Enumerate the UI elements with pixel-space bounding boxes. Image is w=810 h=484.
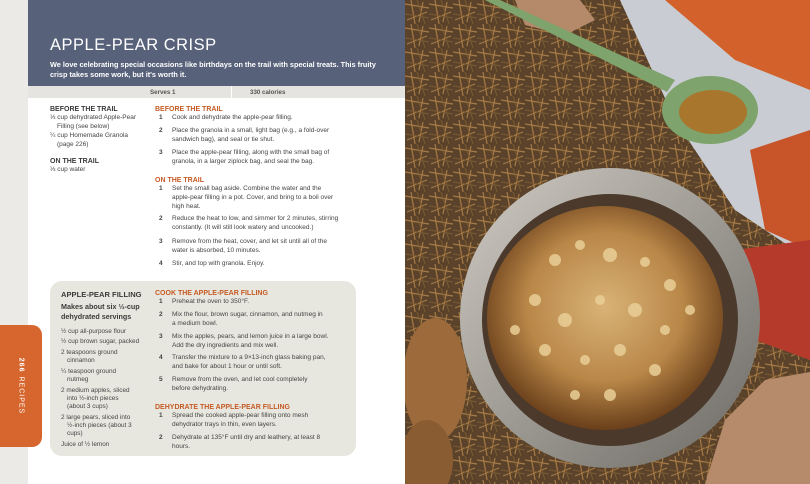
calories-label: 330 calories bbox=[250, 89, 286, 96]
step-text: Remove from the oven, and let cool completely bbox=[172, 376, 308, 383]
photo-illustration bbox=[405, 0, 810, 484]
step-number: 1 bbox=[159, 185, 163, 192]
ingredient-line: into ½-inch pieces bbox=[67, 395, 119, 402]
step-item bbox=[159, 434, 349, 452]
step-text: high heat. bbox=[172, 203, 201, 210]
steps-before-heading: BEFORE THE TRAIL bbox=[155, 106, 223, 113]
step-text: Place the granola in a small, light bag (e.g., a fold-over bbox=[172, 127, 330, 134]
step-number: 2 bbox=[159, 311, 163, 318]
recipe-info-bar bbox=[28, 86, 405, 98]
recipe-header bbox=[28, 0, 405, 86]
step-number: 3 bbox=[159, 149, 163, 156]
step-item bbox=[159, 149, 359, 167]
cook-filling-heading: COOK THE APPLE-PEAR FILLING bbox=[155, 290, 268, 297]
step-text: Place the apple-pear filling, along with the small bag of bbox=[172, 149, 330, 156]
step-number: 3 bbox=[159, 238, 163, 245]
ingredients-before-heading: BEFORE THE TRAIL bbox=[50, 106, 118, 113]
step-text: Stir, and top with granola. Enjoy. bbox=[172, 260, 265, 267]
ingredient-line: ⅓ cup dehydrated Apple-Pear bbox=[50, 114, 137, 121]
page-number: 266 bbox=[17, 357, 25, 373]
ingredient-line: ⅓ cup water bbox=[50, 166, 86, 173]
step-text: Preheat the oven to 350°F. bbox=[172, 298, 250, 305]
ingredient-line: (page 226) bbox=[57, 141, 89, 148]
step-number: 2 bbox=[159, 434, 163, 441]
spoon-crisp bbox=[679, 90, 747, 134]
step-text: granola, in a larger ziplock bag, and seal the bag. bbox=[172, 158, 315, 165]
recipe-photo bbox=[405, 0, 810, 484]
ingredient-line: cinnamon bbox=[67, 357, 95, 364]
step-text: dehydrator trays in thin, even layers. bbox=[172, 421, 277, 428]
ingredient-line: ½ cup brown sugar, packed bbox=[61, 338, 140, 345]
ingredient-line: 2 large pears, sliced into bbox=[61, 414, 131, 421]
step-text: Mix the apples, pears, and lemon juice in a large bowl. bbox=[172, 333, 329, 340]
step-text: constantly. (It will still look watery and uncooked.) bbox=[172, 224, 314, 231]
step-item bbox=[159, 354, 349, 372]
step-item bbox=[159, 185, 359, 212]
step-text: Set the small bag aside. Combine the water and the bbox=[172, 185, 322, 192]
step-text: Dehydrate at 135°F until dry and leathery, at least 8 bbox=[172, 434, 321, 441]
info-divider bbox=[231, 86, 232, 98]
step-number: 4 bbox=[159, 354, 163, 361]
step-number: 1 bbox=[159, 412, 163, 419]
step-item bbox=[159, 238, 359, 256]
step-number: 2 bbox=[159, 127, 163, 134]
yield-line: Makes about six ⅓-cup bbox=[61, 302, 140, 311]
ingredient-line: Filling (see below) bbox=[57, 123, 110, 130]
step-item bbox=[159, 412, 349, 430]
step-number: 5 bbox=[159, 376, 163, 383]
ingredient-line: 2 medium apples, sliced bbox=[61, 387, 130, 394]
step-number: 4 bbox=[159, 260, 163, 267]
ingredient-line: (about 3 cups) bbox=[67, 403, 108, 410]
recipe-title: APPLE-PEAR CRISP bbox=[50, 36, 217, 54]
step-text: apple-pear filling in a pot. Cover, and bring to a boil over bbox=[172, 194, 334, 201]
step-item bbox=[159, 333, 349, 351]
ingredient-line: ½ cup all-purpose flour bbox=[61, 328, 127, 335]
step-item bbox=[159, 376, 349, 394]
ingredient-line: Juice of ½ lemon bbox=[61, 441, 110, 448]
sub-recipe-yield bbox=[61, 302, 157, 322]
sub-recipe-title: APPLE-PEAR FILLING bbox=[61, 290, 142, 299]
step-item bbox=[159, 127, 359, 145]
page-tab-label bbox=[18, 358, 25, 414]
ingredient-line: ¼ teaspoon ground bbox=[61, 368, 117, 375]
step-text: and bake for about 1 hour or until soft. bbox=[172, 363, 282, 370]
step-text: Spread the cooked apple-pear filling onto mesh bbox=[172, 412, 309, 419]
step-text: water is absorbed, 10 minutes. bbox=[172, 247, 261, 254]
step-item bbox=[159, 311, 349, 329]
step-item bbox=[159, 215, 359, 233]
step-text: Reduce the heat to low, and simmer for 2 minutes, stirring bbox=[172, 215, 339, 222]
ingredient-line: cups) bbox=[67, 430, 83, 437]
step-text: before dehydrating. bbox=[172, 385, 229, 392]
recipe-intro: We love celebrating special occasions like birthdays on the trail with special treats. This fruity crisp takes some work, but it's worth it. bbox=[50, 60, 376, 79]
step-text: hours. bbox=[172, 443, 191, 450]
ingredient-line: ½-inch pieces (about 3 bbox=[67, 422, 132, 429]
step-text: Remove from the heat, cover, and let sit until all of the bbox=[172, 238, 327, 245]
step-text: Add the dry ingredients and mix well. bbox=[172, 342, 279, 349]
ingredients-on-heading: ON THE TRAIL bbox=[50, 158, 99, 165]
step-text: Cook and dehydrate the apple-pear filling. bbox=[172, 114, 293, 121]
step-text: sandwich bag), and seal or tie shut. bbox=[172, 136, 275, 143]
step-number: 3 bbox=[159, 333, 163, 340]
section-name: RECIPES bbox=[17, 376, 25, 415]
steps-on-heading: ON THE TRAIL bbox=[155, 177, 204, 184]
step-number: 2 bbox=[159, 215, 163, 222]
step-number: 1 bbox=[159, 298, 163, 305]
step-text: Mix the flour, brown sugar, cinnamon, and nutmeg in bbox=[172, 311, 323, 318]
ingredient-line: nutmeg bbox=[67, 376, 89, 383]
step-text: a medium bowl. bbox=[172, 320, 218, 327]
ingredient-line: ¼ cup Homemade Granola bbox=[50, 132, 129, 139]
page-tab bbox=[0, 325, 42, 447]
step-text: Transfer the mixture to a 9×13-inch glass baking pan, bbox=[172, 354, 326, 361]
ingredient-line: 2 teaspoons ground bbox=[61, 349, 118, 356]
serves-label: Serves 1 bbox=[150, 89, 176, 96]
step-number: 1 bbox=[159, 114, 163, 121]
dehydrate-filling-heading: DEHYDRATE THE APPLE-PEAR FILLING bbox=[155, 404, 290, 411]
yield-line: dehydrated servings bbox=[61, 312, 132, 321]
